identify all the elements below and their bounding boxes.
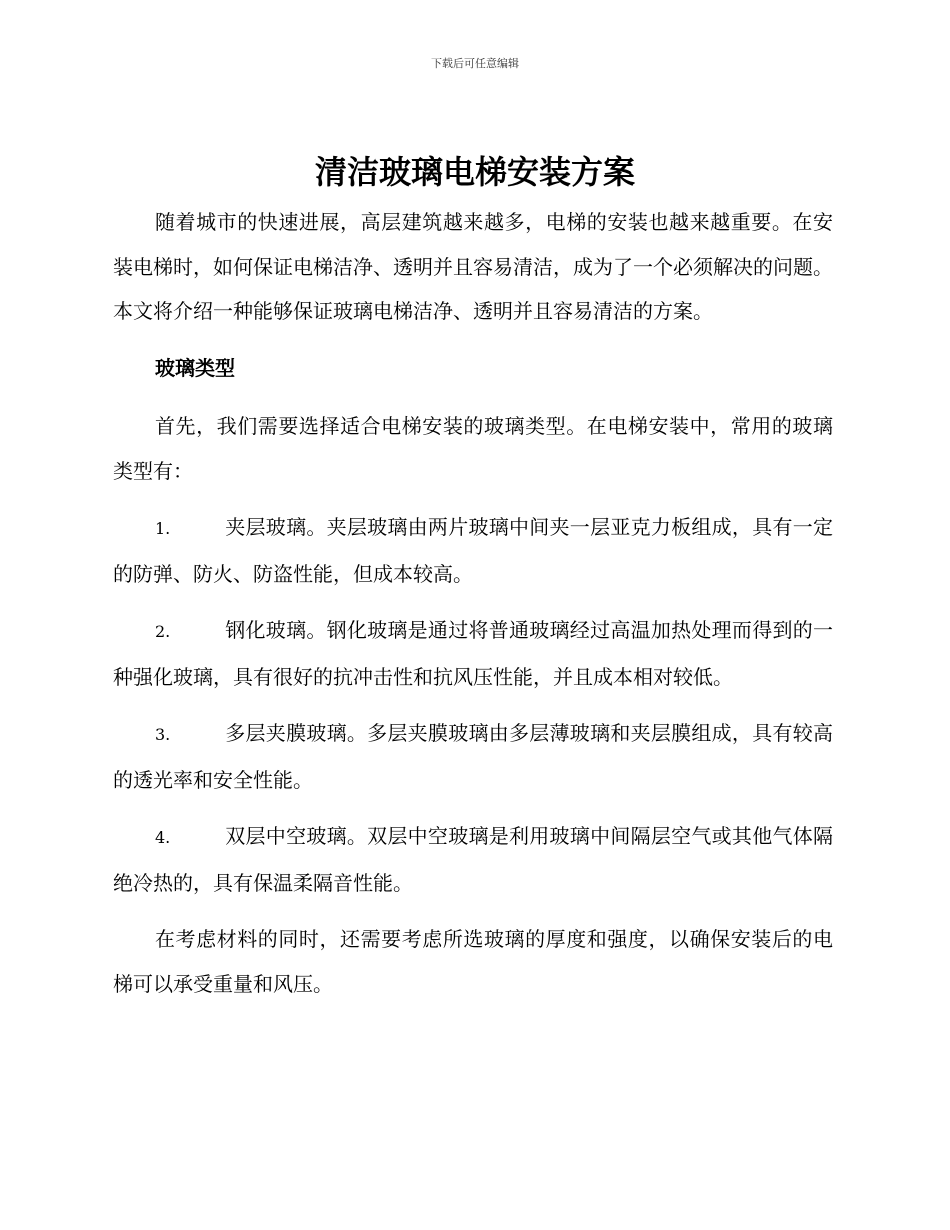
list-item-number: 4. — [155, 828, 171, 847]
list-item-text: 夹层玻璃。夹层玻璃由两片玻璃中间夹一层亚克力板组成，具有一定的防弹、防火、防盗性能，但成本较高。 — [113, 515, 833, 586]
intro-paragraph: 随着城市的快速进展，高层建筑越来越多，电梯的安装也越来越重要。在安装电梯时，如何保证电梯洁净、透明并且容易清洁，成为了一个必须解决的问题。本文将介绍一种能够保证玻璃电梯洁净、透明并且容易清洁的方案。 — [113, 210, 833, 323]
list-item — [113, 505, 833, 596]
header-note: 下载后可任意编辑 — [431, 57, 519, 70]
list-item-text: 双层中空玻璃。双层中空玻璃是利用玻璃中间隔层空气或其他气体隔绝冷热的，具有保温柔隔音性能。 — [113, 824, 833, 895]
list-item — [113, 711, 833, 802]
document-body — [113, 200, 833, 1006]
list-item-text: 钢化玻璃。钢化玻璃是通过将普通玻璃经过高温加热处理而得到的一种强化玻璃，具有很好的抗冲击性和抗风压性能，并且成本相对较低。 — [113, 618, 833, 689]
section-lead-paragraph: 首先，我们需要选择适合电梯安装的玻璃类型。在电梯安装中，常用的玻璃类型有： — [113, 414, 833, 483]
list-item-text: 多层夹膜玻璃。多层夹膜玻璃由多层薄玻璃和夹层膜组成，具有较高的透光率和安全性能。 — [113, 721, 833, 792]
list-item-number: 3. — [155, 725, 171, 744]
list-item-number: 2. — [155, 622, 171, 641]
list-item-number: 1. — [155, 519, 171, 538]
section-heading: 玻璃类型 — [155, 355, 235, 380]
list-item — [113, 814, 833, 905]
closing-paragraph: 在考虑材料的同时，还需要考虑所选玻璃的厚度和强度，以确保安装后的电梯可以承受重量和风压。 — [113, 927, 833, 996]
document-title: 清洁玻璃电梯安装方案 — [314, 153, 635, 191]
list-item — [113, 608, 833, 699]
